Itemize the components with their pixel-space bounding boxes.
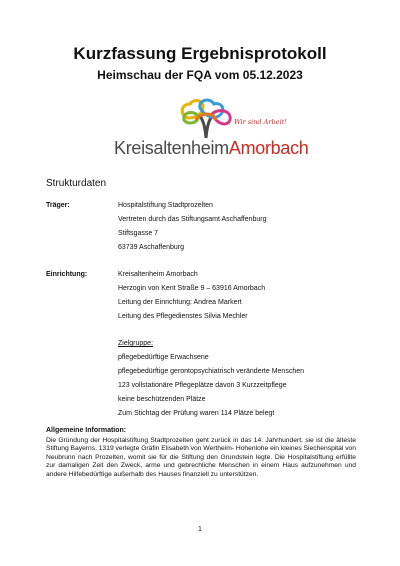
general-info-title: Allgemeine Information: [46, 427, 127, 434]
traeger-line: Vertreten durch das Stiftungsamt Aschaffenburg [118, 216, 267, 223]
einrichtung-line: Leitung der Einrichtung: Andrea Markert [118, 299, 242, 306]
document-title: Kurzfassung Ergebnisprotokoll [73, 44, 327, 63]
section-title: Strukturdaten [46, 178, 107, 189]
traeger-line: 63739 Aschaffenburg [118, 244, 185, 251]
kreisaltenheim-logo [114, 98, 309, 160]
general-info-text: Die Gründung der Hospitalstiftung Stadtprozelten geht zurück in das 14. Jahrhundert, sie ist die älteste Stiftung Bayerns. 1319 verlegte Gräfin Elisabeth von Wertheim- Hohenlohe ein kleines Siechenspital von Neubrunn nach Prozelten, womit sie für die Stiftung den Grundstein legte. Die Hospitalstiftung erfüllte zur damaligen Zeit den Zweck, arme und gebrechliche Menschen in einem Haus aufzunehmen und andere Hilfebedürftige außerhalb des Hauses finanziell zu unterstützen. [46, 437, 356, 478]
einrichtung-label: Einrichtung: [46, 271, 88, 278]
zielgruppe-line: pflegebedürftige Erwachsene [118, 354, 209, 361]
zielgruppe-line: 123 vollstationäre Pflegeplätze davon 3 Kurzzeitpflege [118, 382, 287, 389]
logo-slogan: Wir sind Arbeit! [234, 118, 287, 126]
stichtag-note: Zum Stichtag der Prüfung waren 114 Plätze belegt [118, 410, 275, 417]
tree-logo-icon [176, 98, 236, 140]
logo-wordmark [114, 138, 309, 158]
traeger-label: Träger: [46, 202, 70, 209]
traeger-line: Stiftsgasse 7 [118, 230, 159, 237]
einrichtung-line: Leitung des Pflegedienstes Silvia Mechler [118, 313, 248, 320]
zielgruppe-line: pflegebedürftige gerontopsychiatrisch veränderte Menschen [118, 368, 305, 375]
logo-word-part1: Kreisaltenheim [114, 138, 229, 158]
einrichtung-line: Herzogin von Kent Straße 9 – 63916 Amorbach [118, 285, 266, 292]
logo-word-part2: Amorbach [228, 138, 309, 158]
einrichtung-line: Kreisaltenheim Amorbach [118, 271, 198, 278]
document-subtitle: Heimschau der FQA vom 05.12.2023 [97, 68, 303, 82]
traeger-line: Hospitalstiftung Stadtprozelten [118, 202, 213, 209]
zielgruppe-heading: Zielgruppe: [118, 340, 154, 347]
zielgruppe-line: keine beschützenden Plätze [118, 396, 206, 403]
page-number: 1 [198, 526, 202, 533]
